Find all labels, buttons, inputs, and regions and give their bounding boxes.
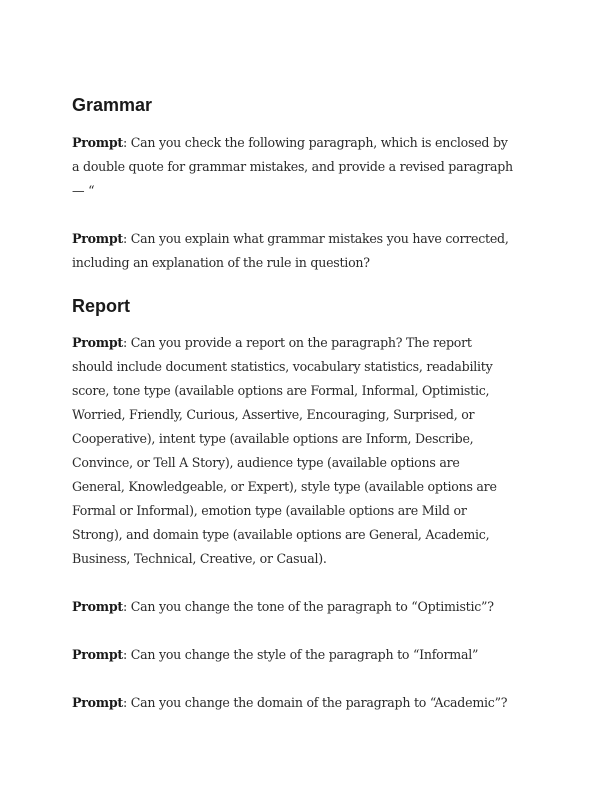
prompt-text: including an explanation of the rule in question?	[72, 255, 370, 270]
prompt-text: — “	[72, 183, 95, 198]
prompt-text: : Can you check the following paragraph, which is enclosed by	[122, 135, 508, 150]
prompt-change-tone	[72, 595, 552, 619]
prompt-text: Strong), and domain type (available options are General, Academic,	[72, 527, 490, 542]
prompt-label: Prompt	[72, 599, 123, 614]
prompt-label: Prompt	[72, 695, 123, 710]
prompt-label: Prompt	[72, 335, 123, 350]
prompt-change-style	[72, 643, 552, 667]
prompt-check-grammar	[72, 131, 552, 203]
prompt-text: Cooperative), intent type (available options are Inform, Describe,	[72, 431, 474, 446]
prompt-explain-corrections	[72, 227, 552, 275]
prompt-text: : Can you change the domain of the paragraph to “Academic”?	[122, 695, 508, 710]
prompt-text: : Can you provide a report on the paragraph? The report	[122, 335, 472, 350]
prompt-text: should include document statistics, vocabulary statistics, readability	[72, 359, 493, 374]
prompt-label: Prompt	[72, 231, 123, 246]
prompt-text: : Can you change the style of the paragraph to “Informal”	[122, 647, 479, 662]
prompt-text: : Can you change the tone of the paragraph to “Optimistic”?	[122, 599, 494, 614]
prompt-label: Prompt	[72, 135, 123, 150]
prompt-text: General, Knowledgeable, or Expert), style type (available options are	[72, 479, 497, 494]
prompt-report	[72, 331, 552, 571]
prompt-text: a double quote for grammar mistakes, and provide a revised paragraph	[72, 159, 513, 174]
prompt-text: : Can you explain what grammar mistakes you have corrected,	[122, 231, 509, 246]
section-heading-grammar: Grammar	[72, 95, 153, 115]
prompt-text: Worried, Friendly, Curious, Assertive, Encouraging, Surprised, or	[72, 407, 475, 422]
prompt-text: Business, Technical, Creative, or Casual).	[72, 551, 327, 566]
prompt-text: score, tone type (available options are Formal, Informal, Optimistic,	[72, 383, 490, 398]
prompt-label: Prompt	[72, 647, 123, 662]
prompt-text: Convince, or Tell A Story), audience type (available options are	[72, 455, 460, 470]
prompt-text: Formal or Informal), emotion type (available options are Mild or	[72, 503, 467, 518]
section-heading-report: Report	[72, 296, 130, 316]
prompt-change-domain	[72, 691, 552, 715]
